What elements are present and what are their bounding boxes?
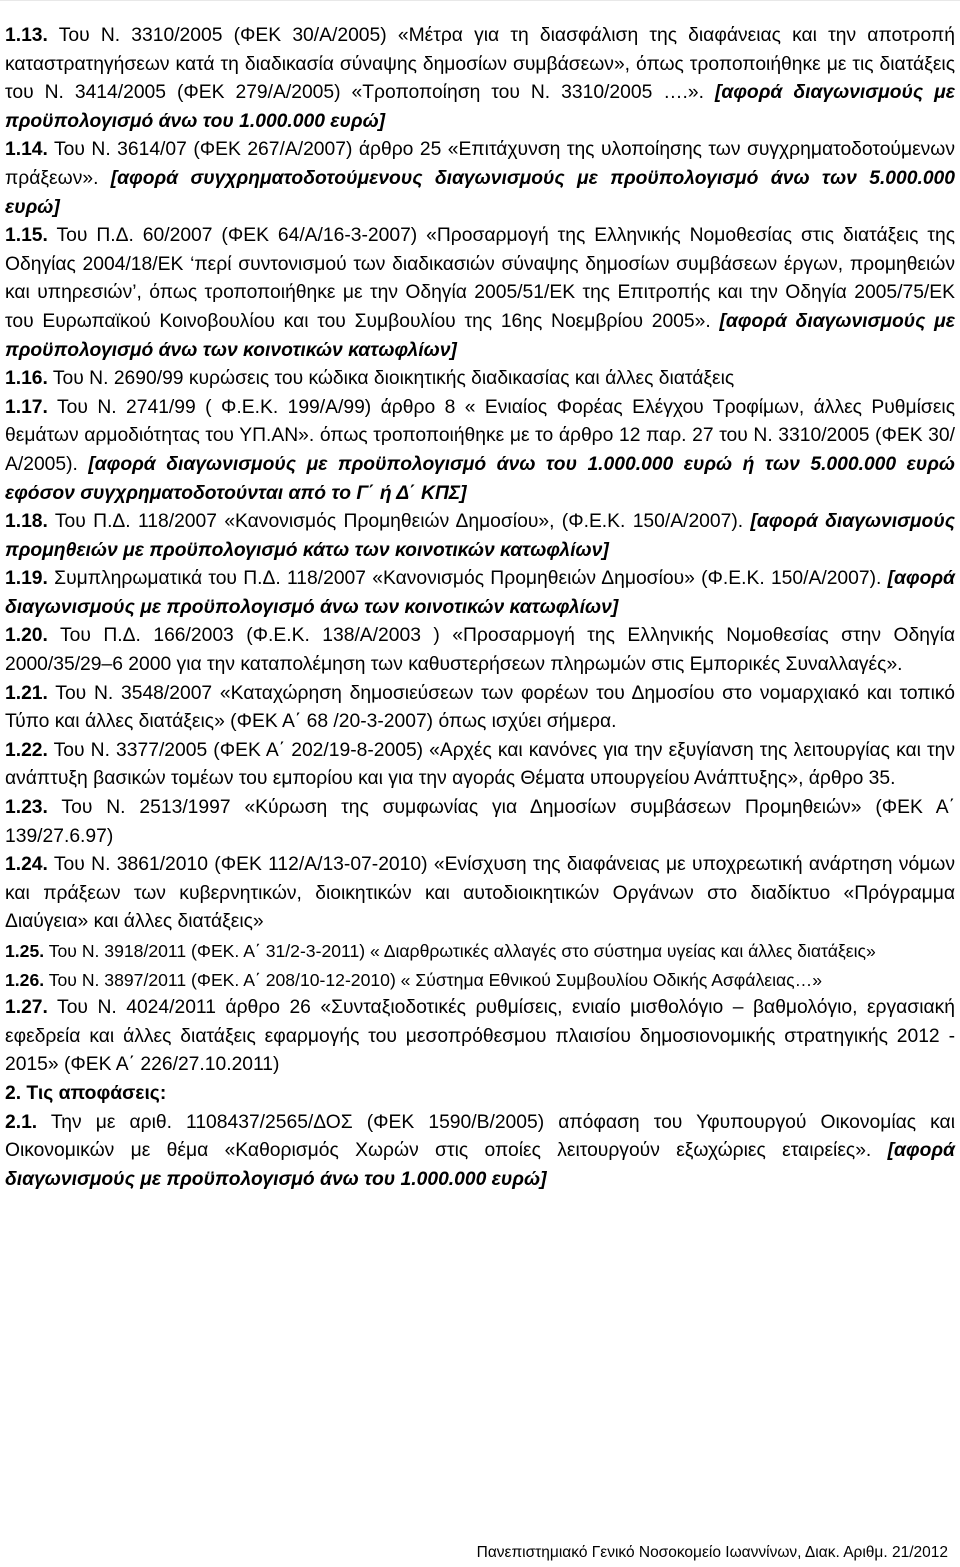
- clause-number: 2.1.: [5, 1111, 38, 1133]
- clause-1-16: [5, 365, 955, 394]
- clause-number: 1.16.: [5, 368, 48, 390]
- clause-1-23: [5, 794, 955, 851]
- clause-number: 1.14.: [5, 139, 48, 161]
- clause-text: Του Ν. 4024/2011 άρθρο 26 «Συνταξιοδοτικές ρυθμίσεις, ενιαίο μισθολόγιο – βαθμολόγιο, εργασιακή εφεδρεία και άλλες διατάξεις εφαρμογής του μεσοπρόθεσμου πλαισίου δημοσιονομικής στρατηγικής 2012 - 2015» (ΦΕΚ Α΄ 226/27.10.2011): [5, 997, 955, 1076]
- clause-1-24: [5, 851, 955, 937]
- clause-text: Του Π.Δ. 60/2007 (ΦΕΚ 64/Α/16-3-2007) «Προσαρμογή της Ελληνικής Νομοθεσίας στις διατάξεις της Οδηγίας 2004/18/ΕΚ ‘περί συντονισμού των διαδικασιών σύναψης δημοσίων συμβάσεων έργων, προμηθειών και υπηρεσιών’, όπως τροποποιήθηκε με την Οδηγία 2005/51/ΕΚ της Επιτροπής και την Οδηγία 2005/75/ΕΚ του Ευρωπαϊκού Κοινοβουλίου και του Συμβουλίου της 16ης Νοεμβρίου 2005».: [5, 225, 955, 332]
- clause-number: 1.23.: [5, 797, 48, 819]
- clause-note: [αφορά διαγωνισμούς με προϋπολογισμό άνω των κοινοτικών κατωφλίων]: [5, 310, 955, 361]
- clause-text: Του Ν. 2741/99 ( Φ.Ε.Κ. 199/Α/99) άρθρο 8 « Ενιαίος Φορέας Ελέγχου Τροφίμων, άλλες Ρυθμίσεις θεμάτων αρμοδιότητας του ΥΠ.ΑΝ». όπως τροποποιήθηκε με το άρθρο 12 παρ. 27 του Ν. 3310/2005 (ΦΕΚ 30/Α/2005).: [5, 396, 955, 475]
- clause-number: 1.17.: [5, 396, 48, 418]
- clause-2-1: [5, 1109, 955, 1195]
- page-footer: Πανεπιστημιακό Γενικό Νοσοκομείο Ιωαννίνων, Διακ. Αριθμ. 21/2012: [476, 1544, 948, 1561]
- clause-note: [αφορά διαγωνισμούς με προϋπολογισμό άνω των κοινοτικών κατωφλίων]: [5, 568, 955, 618]
- clause-1-20: [5, 622, 955, 679]
- clause-note: [αφορά διαγωνισμούς με προϋπολογισμό άνω του 1.000.000 ευρώ]: [5, 1140, 955, 1190]
- clause-note: [αφορά διαγωνισμούς προμηθειών με προϋπολογισμό κάτω των κοινοτικών κατωφλίων]: [5, 511, 955, 561]
- document-body: [5, 22, 955, 1194]
- clause-1-19: [5, 565, 955, 622]
- clause-number: 1.21.: [5, 682, 48, 704]
- clause-text: Του Ν. 2513/1997 «Κύρωση της συμφωνίας για Δημοσίων συμβάσεων Προμηθειών» (ΦΕΚ Α΄ 139/27.6.97): [5, 797, 955, 847]
- clause-1-27: [5, 994, 955, 1080]
- clause-1-26: [5, 966, 955, 995]
- clause-text: Του Ν. 2690/99 κυρώσεις του κώδικα διοικητικής διαδικασίας και άλλες διατάξεις: [47, 368, 735, 390]
- clause-text: Του Ν. 3614/07 (ΦΕΚ 267/Α/2007) άρθρο 25 «Επιτάχυνση της υλοποίησης των συγχρηματοδοτούμενων πράξεων».: [5, 139, 955, 189]
- clause-text: Συμπληρωματικά του Π.Δ. 118/2007 «Κανονισμός Προμηθειών Δημοσίου» (Φ.Ε.Κ. 150/Α/2007).: [47, 568, 888, 590]
- clause-note: [αφορά διαγωνισμούς με προϋπολογισμό άνω του 1.000.000 ευρώ]: [5, 82, 955, 132]
- clause-number: 1.18.: [5, 511, 48, 533]
- clause-text: Του Ν. 3548/2007 «Καταχώρηση δημοσιεύσεων των φορέων του Δημοσίου στο νομαρχιακό και τοπικό Τύπο και άλλες διατάξεις» (ΦΕΚ Α΄ 68 /20-3-2007) όπως ισχύει σήμερα.: [5, 682, 955, 733]
- clause-text: Του Ν. 3897/2011 (ΦΕΚ. Α΄ 208/10-12-2010) « Σύστημα Εθνικού Συμβουλίου Οδικής Ασφάλειας…»: [44, 969, 823, 990]
- clause-number: 1.13.: [5, 25, 48, 46]
- clause-1-17: [5, 394, 955, 508]
- clause-number: 1.22.: [5, 739, 48, 761]
- clause-1-18: [5, 508, 955, 565]
- clause-text: Του Ν. 3377/2005 (ΦΕΚ Α΄ 202/19-8-2005) «Αρχές και κανόνες για την εξυγίανση της λειτουργίας και την ανάπτυξη βασικών τομέων του εμπορίου και για την αγοράς Θέματα υπουργείου Ανάπτυξης», άρθρο 35.: [5, 739, 955, 790]
- clause-1-14: [5, 136, 955, 222]
- clause-text: Του Π.Δ. 118/2007 «Κανονισμός Προμηθειών Δημοσίου», (Φ.Ε.Κ. 150/Α/2007).: [47, 511, 751, 533]
- page-top-rule: [0, 0, 960, 3]
- clause-text: Του Ν. 3861/2010 (ΦΕΚ 112/Α/13-07-2010) «Ενίσχυση της διαφάνειας με υποχρεωτική ανάρτηση νόμων και πράξεων των κυβερνητικών, διοικητικών και αυτοδιοικητικών Οργάνων στο διαδίκτυο «Πρόγραμμα Διαύγεια» και άλλες διατάξεις»: [5, 854, 955, 933]
- clause-number: 1.19.: [5, 568, 48, 590]
- clause-text: Την με αριθ. 1108437/2565/ΔΟΣ (ΦΕΚ 1590/Β/2005) απόφαση του Υφυπουργού Οικονομίας και Οικονομικών με θέμα «Καθορισμός Χωρών στις οποίες λειτουργούν εξωχώριες εταιρείες».: [5, 1111, 955, 1162]
- clause-1-13: [5, 22, 955, 136]
- clause-number: 1.24.: [5, 854, 48, 876]
- clause-number: 1.20.: [5, 625, 48, 647]
- clause-1-21: [5, 680, 955, 737]
- clause-text: Του Π.Δ. 166/2003 (Φ.Ε.Κ. 138/Α/2003 ) «Προσαρμογή της Ελληνικής Νομοθεσίας στην Οδηγία 2000/35/29–6 2000 για την καταπολέμηση των καθυστερήσεων πληρωμών στις Εμπορικές Συναλλαγές».: [5, 625, 955, 676]
- clause-number: 1.25.: [5, 941, 45, 961]
- clause-text: Του Ν. 3310/2005 (ΦΕΚ 30/Α/2005) «Μέτρα για τη διασφάλιση της διαφάνειας και την αποτροπή καταστρατηγήσεων κατά τη διαδικασία σύναψης δημοσίων συμβάσεων», όπως τροποποιήθηκε με τις διατάξεις του Ν. 3414/2005 (ΦΕΚ 279/Α/2005) «Τροποποίηση του Ν. 3310/2005 ….».: [5, 25, 955, 104]
- clause-1-15: [5, 222, 955, 365]
- clause-note: [αφορά συγχρηματοδοτούμενους διαγωνισμούς με προϋπολογισμό άνω των 5.000.000 ευρώ]: [5, 167, 955, 218]
- clause-1-25: [5, 937, 955, 966]
- clause-1-22: [5, 737, 955, 794]
- clause-text: Του Ν. 3918/2011 (ΦΕΚ. Α΄ 31/2-3-2011) « Διαρθρωτικές αλλαγές στο σύστημα υγείας και άλλες διατάξεις»: [44, 941, 876, 961]
- clause-note: [αφορά διαγωνισμούς με προϋπολογισμό άνω του 1.000.000 ευρώ ή των 5.000.000 ευρώ εφόσον συγχρηματοδοτούνται από το Γ΄ ή Δ΄ ΚΠΣ]: [5, 453, 956, 504]
- section-2-heading: 2. Τις αποφάσεις:: [5, 1082, 167, 1104]
- clause-number: 1.27.: [5, 997, 48, 1019]
- clause-number: 1.15.: [5, 225, 48, 247]
- clause-number: 1.26.: [5, 969, 45, 990]
